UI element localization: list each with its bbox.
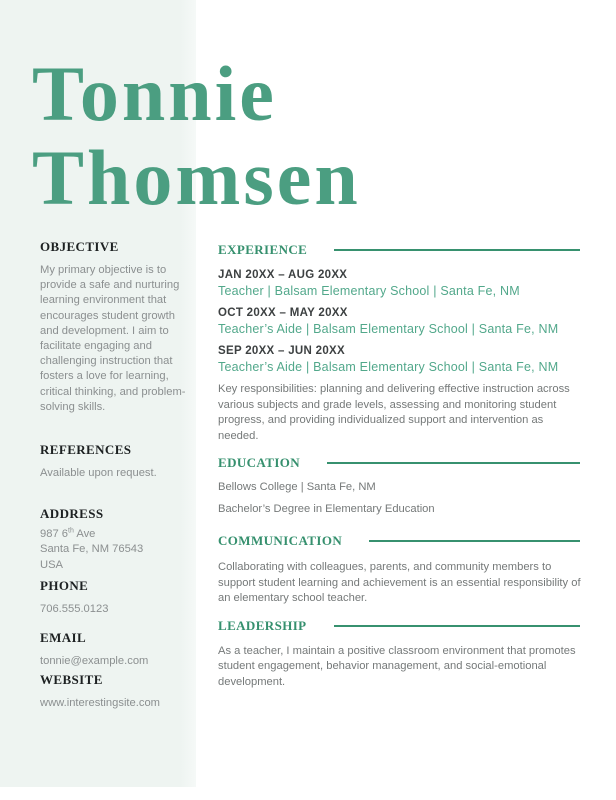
job-entry bbox=[218, 344, 585, 376]
address-street-ordinal: th bbox=[68, 527, 74, 535]
website-value: www.interestingsite.com bbox=[40, 697, 160, 710]
phone-section bbox=[40, 579, 192, 617]
objective-heading: OBJECTIVE bbox=[40, 239, 119, 254]
main-content bbox=[218, 242, 585, 690]
experience-jobs bbox=[218, 268, 585, 376]
communication-heading-row bbox=[218, 533, 585, 548]
leadership-heading-row bbox=[218, 618, 585, 633]
job-title: Teacher | Balsam Elementary School | Santa Fe, NM bbox=[218, 284, 520, 298]
references-section bbox=[40, 443, 192, 481]
phone-heading: PHONE bbox=[40, 577, 89, 593]
leadership-heading: LEADERSHIP bbox=[218, 617, 307, 633]
sidebar bbox=[40, 240, 192, 711]
website-heading: WEBSITE bbox=[40, 672, 103, 688]
leadership-text: As a teacher, I maintain a positive classroom environment that promotes student engagement, behavior management, and social-emotional development. bbox=[218, 644, 576, 688]
objective-text: My primary objective is to provide a safe and nurturing learning environment that encourages student growth and development. I aim to facilitate engaging and challenging instruction that fosters a love for learning, critical thinking, and problem-solving skills. bbox=[40, 264, 186, 413]
address-city: Santa Fe, NM 76543 bbox=[40, 543, 144, 556]
email-section bbox=[40, 631, 192, 669]
communication-section bbox=[218, 533, 585, 607]
candidate-first-name: Tonnie bbox=[32, 50, 277, 137]
job-entry bbox=[218, 268, 585, 300]
education-degree: Bachelor’s Degree in Elementary Education bbox=[218, 502, 435, 515]
heading-rule bbox=[369, 540, 580, 542]
communication-text: Collaborating with colleagues, parents, and community members to support student learning and achievement is an essential responsibility of an elementary school teacher. bbox=[218, 561, 581, 604]
email-value: tonnie@example.com bbox=[40, 655, 149, 668]
address-country: USA bbox=[40, 558, 64, 571]
candidate-name bbox=[32, 52, 361, 220]
objective-section bbox=[40, 240, 192, 415]
experience-heading-row bbox=[218, 242, 585, 257]
candidate-last-name: Thomsen bbox=[32, 134, 361, 221]
experience-summary: Key responsibilities: planning and delivering effective instruction across various subjects and grade levels, assessing and monitoring student progress, and providing individualized support and intervention as needed. bbox=[218, 383, 570, 442]
address-section bbox=[40, 507, 192, 573]
references-text: Available upon request. bbox=[40, 467, 157, 480]
education-heading: EDUCATION bbox=[218, 455, 301, 470]
leadership-section bbox=[218, 618, 585, 691]
heading-rule bbox=[334, 249, 580, 251]
heading-rule bbox=[327, 462, 580, 464]
address-street-suffix: Ave bbox=[73, 528, 96, 541]
experience-heading: EXPERIENCE bbox=[218, 242, 308, 257]
experience-section bbox=[218, 242, 585, 444]
communication-heading: COMMUNICATION bbox=[218, 533, 343, 548]
references-heading: REFERENCES bbox=[40, 442, 132, 458]
heading-rule bbox=[334, 625, 580, 627]
job-dates: OCT 20XX – MAY 20XX bbox=[218, 307, 348, 319]
website-section bbox=[40, 673, 192, 711]
address-text bbox=[40, 527, 192, 573]
address-heading: ADDRESS bbox=[40, 506, 104, 522]
education-section bbox=[218, 455, 585, 517]
email-heading: EMAIL bbox=[40, 630, 87, 646]
job-dates: SEP 20XX – JUN 20XX bbox=[218, 345, 345, 357]
job-entry bbox=[218, 306, 585, 338]
phone-number: 706.555.0123 bbox=[40, 602, 109, 615]
education-heading-row bbox=[218, 455, 585, 470]
job-title: Teacher’s Aide | Balsam Elementary School | Santa Fe, NM bbox=[218, 360, 559, 374]
address-street: 987 6 bbox=[40, 528, 68, 541]
education-school: Bellows College | Santa Fe, NM bbox=[218, 481, 376, 493]
job-dates: JAN 20XX – AUG 20XX bbox=[218, 269, 348, 281]
job-title: Teacher’s Aide | Balsam Elementary School | Santa Fe, NM bbox=[218, 322, 559, 336]
